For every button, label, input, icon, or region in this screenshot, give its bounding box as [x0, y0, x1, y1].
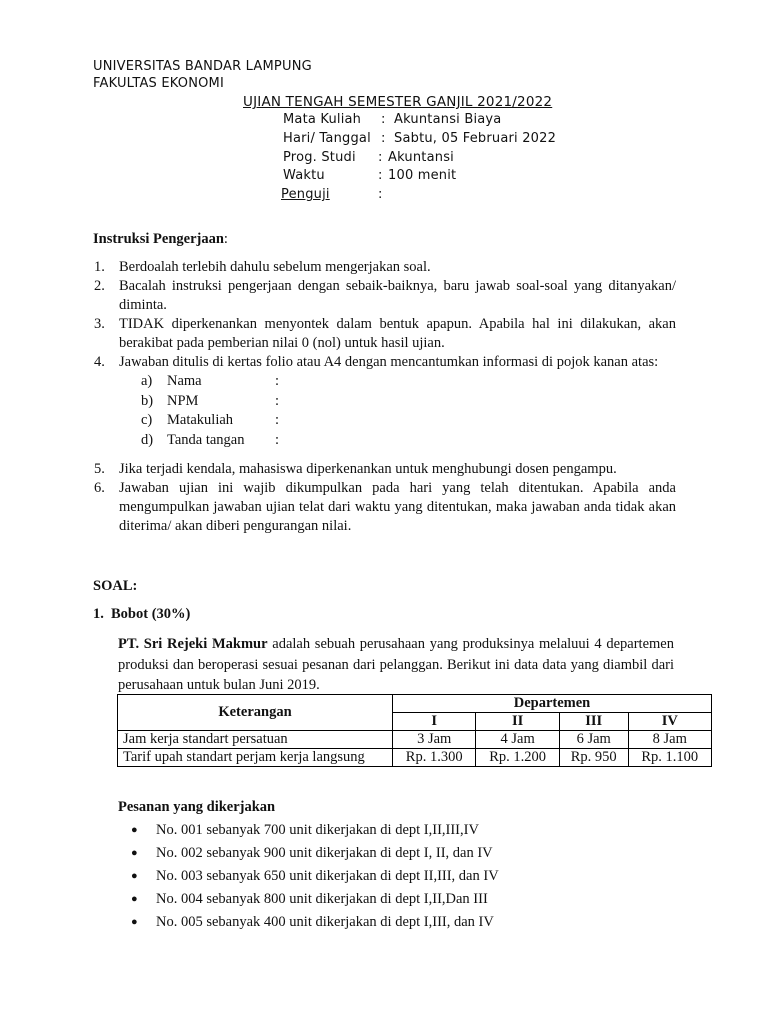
- bullet-icon: ●: [131, 870, 138, 882]
- meta-colon: :: [378, 150, 383, 165]
- table-cell: 4 Jam: [476, 731, 559, 749]
- table-header-row: [118, 695, 712, 713]
- dept-header: I: [393, 713, 476, 731]
- meta-colon: :: [378, 168, 383, 183]
- table-cell: Rp. 1.200: [476, 749, 559, 767]
- table-cell: Rp. 950: [559, 749, 628, 767]
- list-item: 4. Jawaban ditulis di kertas folio atau A4 dengan mencantumkan informasi di pojok kanan atas:: [94, 354, 659, 370]
- bullet-icon: ●: [131, 847, 138, 859]
- table-cell: 8 Jam: [628, 731, 711, 749]
- bullet-icon: ●: [131, 893, 138, 905]
- orders-heading: Pesanan yang dikerjakan: [118, 799, 276, 815]
- soal-heading: SOAL:: [93, 578, 138, 594]
- table-row: [118, 749, 712, 767]
- list-item: 5. Jika terjadi kendala, mahasiswa diperkenankan untuk menghubungi dosen pengampu.: [94, 461, 617, 477]
- dept-header: III: [559, 713, 628, 731]
- meta-colon: :: [381, 112, 386, 127]
- sub-list: [94, 372, 676, 450]
- dept-header: IV: [628, 713, 711, 731]
- list-item: 3. TIDAK diperkenankan menyontek dalam bentuk apapun. Apabila hal ini dilakukan, akan berakibat pada pemberian nilai 0 (nol) untuk hasil ujian.: [94, 316, 676, 351]
- department-data-table: [117, 694, 712, 767]
- table-cell: 3 Jam: [393, 731, 476, 749]
- table-cell: Rp. 1.100: [628, 749, 711, 767]
- column-header-departemen: Departemen: [393, 695, 712, 713]
- meta-label-program: Prog. Studi: [283, 150, 356, 165]
- meta-colon: :: [381, 131, 386, 146]
- question-1-paragraph: PT. Sri Rejeki Makmur adalah sebuah perusahaan yang produksinya melaluui 4 departemen produksi dan beroperasi sesuai pesanan dari pelanggan. Berikut ini data data yang diambil dari perusahaan untuk bulan Juni 2019.: [118, 636, 674, 693]
- question-1-title: Bobot (30%): [111, 606, 191, 622]
- meta-label-time: Waktu: [283, 168, 325, 183]
- meta-value-time: 100 menit: [388, 168, 457, 183]
- meta-value-program: Akuntansi: [388, 150, 454, 165]
- company-name: PT. Sri Rejeki Makmur: [118, 636, 268, 652]
- sub-item-signature: d) Tanda tangan :: [141, 431, 280, 448]
- exam-title: UJIAN TENGAH SEMESTER GANJIL 2021/2022: [243, 94, 553, 110]
- table-row: [118, 731, 712, 749]
- faculty-name: FAKULTAS EKONOMI: [93, 76, 224, 91]
- list-item: 6. Jawaban ujian ini wajib dikumpulkan pada hari yang telah ditentukan. Apabila anda mengumpulkan jawaban ujian telat dari waktu yang ditentukan, maka jawaban anda tidak akan diterima/ akan diberi pengurangan nilai.: [94, 480, 676, 534]
- meta-label-course: Mata Kuliah: [283, 112, 362, 127]
- table-cell: Rp. 1.300: [393, 749, 476, 767]
- university-name: UNIVERSITAS BANDAR LAMPUNG: [93, 59, 312, 74]
- list-item: 2. Bacalah instruksi pengerjaan dengan sebaik-baiknya, baru jawab soal-soal yang ditanyakan/ diminta.: [94, 278, 676, 313]
- dept-header: II: [476, 713, 559, 731]
- bullet-icon: ●: [131, 916, 138, 928]
- meta-value-course: Akuntansi Biaya: [394, 112, 502, 127]
- meta-label-examiner: Penguji :: [281, 187, 383, 202]
- instructions-heading: Instruksi Pengerjaan:: [93, 231, 228, 247]
- row-label: Tarif upah standart perjam kerja langsung: [118, 749, 393, 767]
- question-1-number: 1.: [93, 606, 104, 622]
- column-header-keterangan: Keterangan: [118, 695, 393, 731]
- meta-value-date: Sabtu, 05 Februari 2022: [394, 131, 557, 146]
- sub-item-name: a) Nama :: [141, 373, 280, 389]
- bullet-icon: ●: [131, 824, 138, 836]
- row-label: Jam kerja standart persatuan: [118, 731, 393, 749]
- sub-item-npm: b) NPM :: [141, 392, 280, 409]
- meta-label-date: Hari/ Tanggal: [283, 131, 371, 146]
- sub-item-course: c) Matakuliah :: [141, 412, 280, 428]
- instructions-list: [94, 258, 676, 536]
- list-item: 1. Berdoalah terlebih dahulu sebelum mengerjakan soal.: [94, 259, 431, 275]
- table-cell: 6 Jam: [559, 731, 628, 749]
